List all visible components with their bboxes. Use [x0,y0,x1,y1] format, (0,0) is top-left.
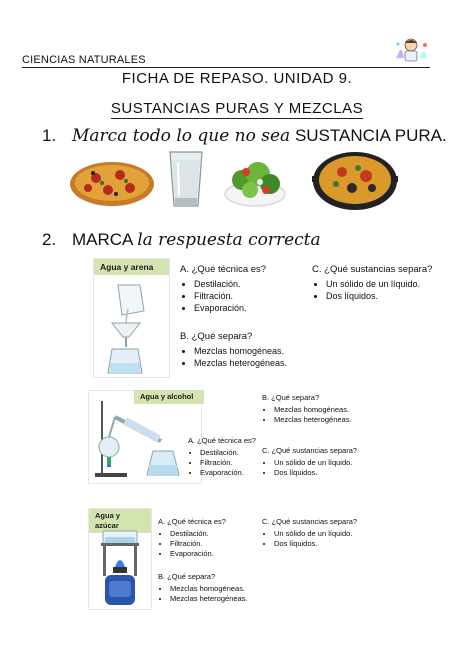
option[interactable]: • Un sólido de un líquido. [274,458,372,468]
option[interactable]: • Dos líquidos. [274,468,372,478]
worksheet-title: FICHA DE REPASO. UNIDAD 9. [121,70,353,87]
option[interactable]: • Filtración. [194,290,308,302]
option[interactable]: • Mezclas homogéneas. [274,405,372,415]
beaker-funnel-icon [98,279,164,375]
section-3-c: C. ¿Qué sustancias separa? • Un sólido de un líquido. • Dos líquidos. [262,517,372,549]
section-label: Agua y arena [94,259,169,275]
option[interactable]: • Evaporación. [200,468,278,478]
section-2-b: B. ¿Qué separa? • Mezclas homogéneas. • Mezclas heterogéneas. [262,393,372,425]
scientist-logo-icon [392,36,430,66]
pizza-icon[interactable] [68,150,156,210]
option[interactable]: • Dos líquidos. [274,539,372,549]
filtration-figure [93,258,170,378]
option[interactable]: • Evaporación. [194,302,308,314]
option[interactable]: • Evaporación. [170,549,258,559]
section-2-a: A. ¿Qué técnica es? • Destilación. • Filtración. • Evaporación. [188,436,278,478]
section-1-b: B. ¿Qué separa? • Mezclas homogéneas. • Mezclas heterogéneas. [180,331,308,369]
option[interactable]: • Mezclas homogéneas. [194,345,308,357]
question-2: 2. MARCA la respuesta correcta [42,230,321,250]
section-label: Agua y azúcar [89,509,151,533]
option[interactable]: • Filtración. [200,458,278,468]
option[interactable]: • Mezclas heterogéneas. [194,357,308,369]
option[interactable]: • Mezclas heterogéneas. [170,594,268,604]
question-1: 1. Marca todo lo que no sea SUSTANCIA PURA. [42,126,447,146]
option[interactable]: • Filtración. [170,539,258,549]
option[interactable]: • Destilación. [200,448,278,458]
section-1-c: C. ¿Qué sustancias separa? • Un sólido de un líquido. • Dos líquidos. [312,264,452,302]
option[interactable]: • Un sólido de un líquido. [326,278,452,290]
option[interactable]: • Mezclas heterogéneas. [274,415,372,425]
subject-header: CIENCIAS NATURALES [22,54,146,66]
distillation-apparatus-icon [91,395,199,481]
option[interactable]: • Destilación. [194,278,308,290]
option[interactable]: • Un sólido de un líquido. [274,529,372,539]
glass-icon[interactable] [166,150,206,210]
option[interactable]: • Dos líquidos. [326,290,452,302]
option[interactable]: • Destilación. [170,529,258,539]
distillation-figure [88,390,202,484]
section-1-a: A. ¿Qué técnica es? • Destilación. • Filtración. • Evaporación. [180,264,308,314]
section-3-a: A. ¿Qué técnica es? • Destilación. • Filtración. • Evaporación. [158,517,258,559]
section-label: Agua y alcohol [134,390,204,404]
header-divider [22,67,430,68]
section-2-c: C. ¿Qué sustancias separa? • Un sólido de un líquido. • Dos líquidos. [262,446,372,478]
evaporation-figure [88,508,152,610]
option[interactable]: • Mezclas homogéneas. [170,584,268,594]
paella-icon[interactable] [312,146,398,212]
worksheet-subtitle: SUSTANCIAS PURAS Y MEZCLAS [110,100,364,117]
salad-icon[interactable] [222,150,288,210]
section-3-b: B. ¿Qué separa? • Mezclas homogéneas. • Mezclas heterogéneas. [158,572,268,604]
evaporation-burner-icon [93,523,147,607]
